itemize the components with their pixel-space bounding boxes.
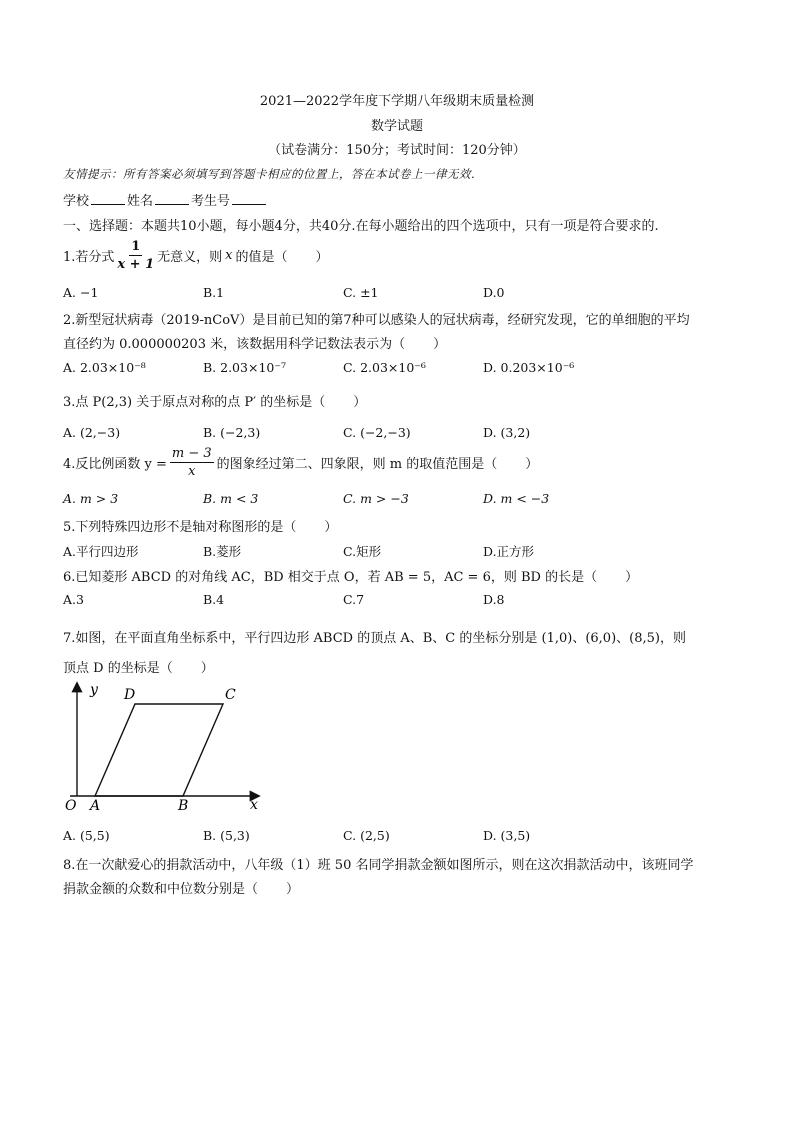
q6-option-c: C.7 <box>343 592 365 607</box>
exam-info: （试卷满分：150分；考试时间：120分钟） <box>268 143 526 158</box>
question-5 <box>63 516 337 535</box>
q6-option-a: A.3 <box>63 592 84 607</box>
q4-option-a: A. m > 3 <box>63 491 119 506</box>
exam-tip: 友情提示：所有答案必须填写到答题卡相应的位置上，答在本试卷上一律无效. <box>63 167 476 181</box>
q2-line1: 2.新型冠状病毒（2019-nCoV）是目前已知的第7种可以感染人的冠状病毒，经研究发现，它的单细胞的平均 <box>63 313 690 328</box>
q4-post: 的图象经过第二、四象限，则 m 的取值范围是（ <box>216 457 498 472</box>
q1-post: 无意义，则 <box>157 250 223 265</box>
q7-option-a: A. (5,5) <box>63 828 110 843</box>
x-axis-label: x <box>250 797 258 813</box>
q8-close: ） <box>286 882 300 897</box>
q7-close: ） <box>200 661 214 676</box>
q7-option-d: D. (3,5) <box>483 828 531 843</box>
y-axis-label: y <box>90 682 98 698</box>
q2-option-c: C. 2.03×10⁻⁶ <box>343 360 426 375</box>
question-1 <box>63 240 329 271</box>
q1-option-a: A. −1 <box>63 285 99 300</box>
q3-option-a: A. (2,−3) <box>63 425 121 440</box>
question-3 <box>63 391 366 410</box>
exam-title: 2021—2022学年度下学期八年级期末质量检测 <box>259 94 535 109</box>
q3-text: 3.点 P(2,3) 关于原点对称的点 P′ 的坐标是（ <box>63 395 326 410</box>
q4-option-d: D. m < −3 <box>483 491 550 506</box>
q7-option-c: C. (2,5) <box>343 828 390 843</box>
q6-text: 6.已知菱形 ABCD 的对角线 AC，BD 相交于点 O，若 AB = 5，AC = 6，则 BD 的长是（ <box>63 570 598 585</box>
exam-subject: 数学试题 <box>370 119 423 134</box>
q8-line2 <box>63 878 299 897</box>
student-fields <box>63 190 268 209</box>
parallelogram-abcd <box>95 704 223 796</box>
q5-text: 5.下列特殊四边形不是轴对称图形的是（ <box>63 520 297 535</box>
q1-option-c: C. ±1 <box>343 285 379 300</box>
q5-close: ） <box>324 520 338 535</box>
q4-numerator: m − 3 <box>171 446 212 461</box>
q5-option-d: D.正方形 <box>483 544 535 559</box>
q1-close: ） <box>315 250 329 265</box>
q4-pre: 4.反比例函数 y = <box>63 457 167 472</box>
q7-text: 顶点 D 的坐标是（ <box>63 661 173 676</box>
school-label: 学校 <box>63 194 90 209</box>
question-4 <box>63 447 538 478</box>
q1-numerator: 1 <box>131 239 141 254</box>
q1-option-d: D.0 <box>483 285 505 300</box>
q4-close: ） <box>525 457 539 472</box>
q5-option-a: A.平行四边形 <box>63 544 139 559</box>
id-blank <box>232 192 266 205</box>
q2-text: 直径约为 0.000000203 米，该数据用科学记数法表示为（ <box>63 337 406 352</box>
q4-option-c: C. m > −3 <box>343 491 409 506</box>
q1-post2: 的值是（ <box>235 250 288 265</box>
q8-text: 捐款金额的众数和中位数分别是（ <box>63 882 259 897</box>
id-label: 考生号 <box>191 194 231 209</box>
q7-line1: 7.如图，在平面直角坐标系中，平行四边形 ABCD 的顶点 A、B、C 的坐标分别是 (1,0)、(6,0)、(8,5)，则 <box>63 631 686 646</box>
q5-option-b: B.菱形 <box>203 544 242 559</box>
q2-option-d: D. 0.203×10⁻⁶ <box>483 360 575 375</box>
q1-denominator: x + 1 <box>117 257 155 272</box>
q6-option-b: B.4 <box>203 592 225 607</box>
section-heading: 一、选择题：本题共10小题，每小题4分，共40分.在每小题给出的四个选项中，只有一项是符合要求的. <box>63 219 659 234</box>
q1-option-b: B.1 <box>203 285 225 300</box>
origin-label: O <box>65 798 77 814</box>
q2-line2 <box>63 333 446 352</box>
q6-close: ） <box>625 570 639 585</box>
vertex-d-label: D <box>124 687 136 703</box>
parallelogram-figure <box>60 676 270 816</box>
q4-option-b: B. m < 3 <box>203 491 259 506</box>
q3-option-d: D. (3,2) <box>483 425 531 440</box>
vertex-b-label: B <box>178 798 189 814</box>
q4-fraction <box>170 447 214 478</box>
question-6 <box>63 566 638 585</box>
q2-option-a: A. 2.03×10⁻⁸ <box>63 360 146 375</box>
q7-option-b: B. (5,3) <box>203 828 250 843</box>
q1-fraction <box>117 240 154 271</box>
q3-option-b: B. (−2,3) <box>203 425 261 440</box>
q8-line1: 8.在一次献爱心的捐款活动中，八年级（1）班 50 名同学捐款金额如图所示，则在这次捐款活动中，该班同学 <box>63 858 694 873</box>
q3-option-c: C. (−2,−3) <box>343 425 411 440</box>
school-blank <box>91 192 125 205</box>
name-blank <box>155 192 189 205</box>
q2-option-b: B. 2.03×10⁻⁷ <box>203 360 286 375</box>
name-label: 姓名 <box>127 194 154 209</box>
q2-close: ） <box>433 337 447 352</box>
q4-denominator: x <box>188 464 196 479</box>
q7-line2 <box>63 657 214 676</box>
vertex-a-label: A <box>90 798 101 814</box>
q6-option-d: D.8 <box>483 592 505 607</box>
q1-pre: 1.若分式 <box>63 250 115 265</box>
q5-option-c: C.矩形 <box>343 544 382 559</box>
q1-var: x <box>225 248 233 263</box>
vertex-c-label: C <box>225 687 236 703</box>
q3-close: ） <box>353 395 367 410</box>
